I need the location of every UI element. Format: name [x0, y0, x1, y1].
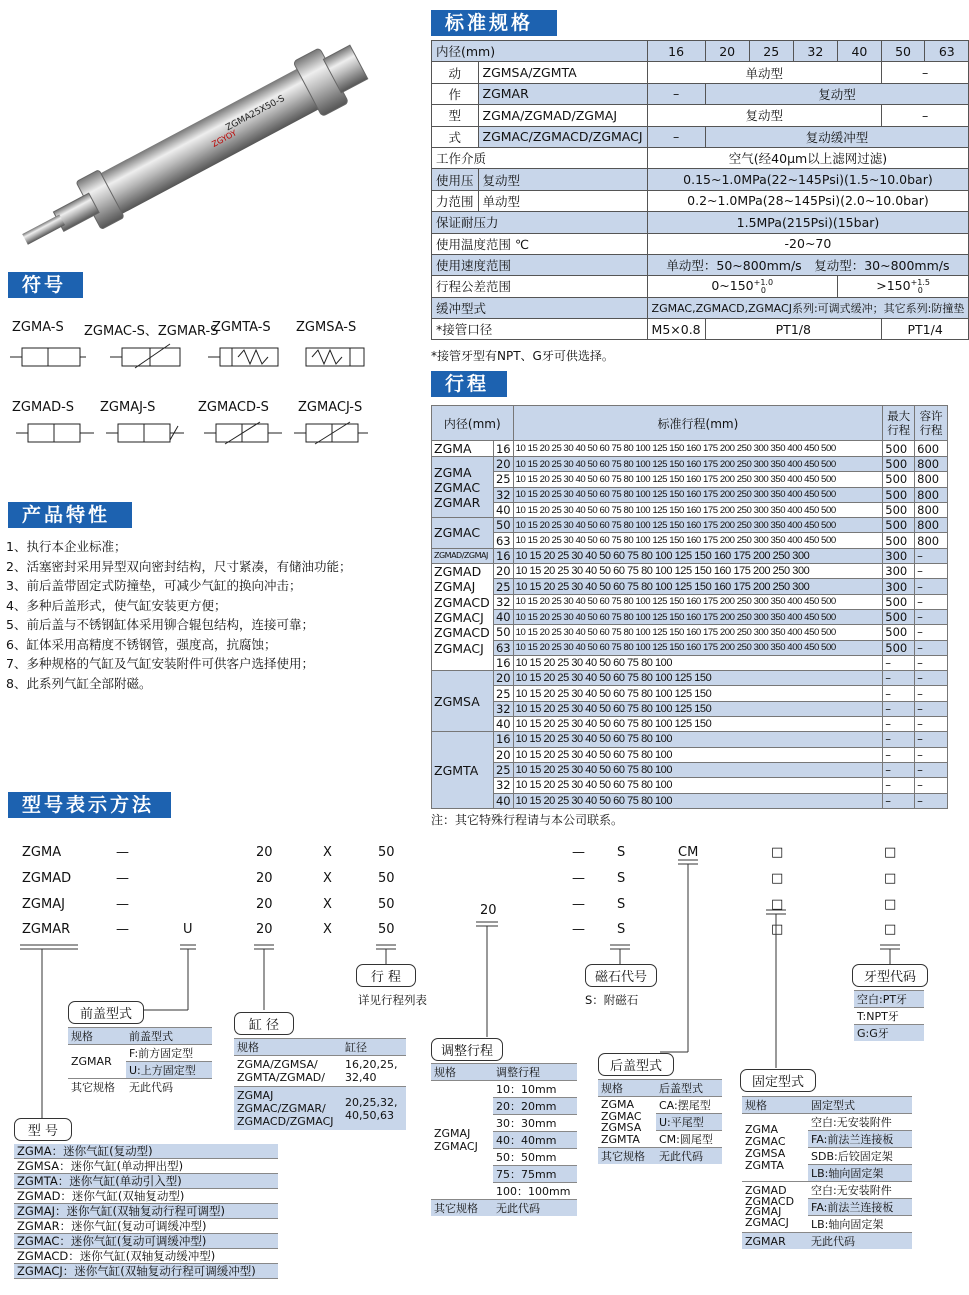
stroke-detail-note: 详见行程列表	[358, 993, 427, 1007]
spec-note: *接管牙型有NPT、G牙可供选择。	[431, 349, 614, 363]
magnet-note: S：附磁石	[585, 993, 639, 1007]
symbol-label-1: ZGMA-S	[12, 320, 64, 335]
symbol-label-4: ZGMSA-S	[296, 320, 357, 335]
rear-cover-table: 规格 后盖型式 ZGMA ZGMAC ZGMSA ZGMTA CA:摆尾型 U:平尾型 CM:圆尾型 其它规格 无此代码	[598, 1079, 722, 1164]
stroke-table: 内径(mm) 标准行程(mm) 最大 行程 容许 行程 ZGMA 16 10 15 20 25 30 40 50 60 75 80 100 125 150 160 175 200 250 300 350 400 450 500 500 600 ZGMA ZGMAC ZGMAR 20 10 15 20 25 30 40 50 60 75 80 100 125 150 160 175 200 250 300 350 400 450 500 500 800 25 10 15 20 25 30 40 50 60 75 80 100 125 150 160 175 200 250 300 350 400 450 500 500 800 32 10 15 20 25 30 40 50 60 75 80 100 125 150 160 175 200 250 300 350 400 450 500 500 800 40 10 15 20 25 30 40 50 60 75 80 100 125 150 160 175 200 250 300 350 400 450 500 500 800 ZGMAC 50 10 15 20 25 30 40 50 60 75 80 100 125 150 160 175 200 250 300 350 400 450 500 500 800 63 10 15 20 25 30 40 50 60 75 80 100 125 150 160 175 200 250 300 350 400 450 500 500 800 ZGMAD/ZGMAJ 16 10 15 20 25 30 40 50 60 75 80 100 125 150 160 175 200 250 300 300 – ZGMAD ZGMAJ ZGMACD ZGMACJ ZGMACD ZGMACJ 20 10 15 20 25 30 40 50 60 75 80 100 125 150 160 175 200 250 300 300 – 25 10 15 20 25 30 40 50 60 75 80 100 125 150 160 175 200 250 300 300 – 32 10 15 20 25 30 40 50 60 75 80 100 125 150 160 175 200 250 300 350 400 450 500 500 – 40 10 15 20 25 30 40 50 60 75 80 100 125 150 160 175 200 250 300 350 400 450 500 500 – 50 10 15 20 25 30 40 50 60 75 80 100 125 150 160 175 200 250 300 350 400 450 500 500 – 63 10 15 20 25 30 40 50 60 75 80 100 125 150 160 175 200 250 300 350 400 450 500 500 – 16 10 15 20 25 30 40 50 60 75 80 100 – – ZGMSA 20 10 15 20 25 30 40 50 60 75 80 100 125 150 – – 25 10 15 20 25 30 40 50 60 75 80 100 125 150 – – 32 10 15 20 25 30 40 50 60 75 80 100 125 150 – – 40 10 15 20 25 30 40 50 60 75 80 100 125 150 – – ZGMTA 16 10 15 20 25 30 40 50 60 75 80 100 – – 20 10 15 20 25 30 40 50 60 75 80 100 – – 25 10 15 20 25 30 40 50 60 75 80 100 – – 32 10 15 20 25 30 40 50 60 75 80 100 – – 40 10 15 20 25 30 40 50 60 75 80 100 – –	[431, 405, 948, 809]
symbol-label-7: ZGMACD-S	[198, 400, 269, 415]
magnet-box: 磁石代号	[585, 964, 657, 987]
fixing-table: 规格 固定型式 ZGMA ZGMAC ZGMSA ZGMTA 空白:无安装附件 FA:前法兰连接板 SDB:后铰固定架 LB:轴向固定架 ZGMAD ZGMACD ZGMAJ ZGMACJ 空白:无安装附件 FA:前法兰连接板 LB:轴向固定架 ZGMAR 无此代码	[742, 1096, 912, 1249]
section-feature: 产品特性	[8, 502, 132, 528]
feature-item: 5、前后盖与不锈钢缸体采用铆合辊包结构，连接可靠；	[6, 617, 314, 632]
spec-table: 内径(mm) 16 20 25 32 40 50 63 动 ZGMSA/ZGMTA 单动型 – 作 ZGMAR – 复动型 型 ZGMA/ZGMAD/ZGMAJ 复动型 – 式 ZGMAC/ZGMACD/ZGMACJ – 复动缓冲型 工作介质 空气(经40μm以上滤网过滤) 使用压 复动型 0.15~1.0MPa(22~145Psi)(1.5~10.0bar) 力范围 单动型 0.2~1.0MPa(28~145Psi)(2.0~10.0bar) 保证耐压力 1.5MPa(215Psi)(15bar) 使用温度范围 ℃ -20~70 使用速度范围 单动型：50~800mm/s 复动型：30~800mm/s 行程公差范围 0~150 +1.0 0 >150 +1.5 0 缓冲型式 ZGMAC,ZGMACD,ZGMACJ系列:可调式缓冲；其它系列:防撞垫 *接管口径 M5×0.8 PT1/8 PT1/4	[431, 40, 969, 340]
type-box: 型 号	[14, 1118, 72, 1141]
thread-table: 空白:PT牙 T:NPT牙 G:G牙	[854, 990, 924, 1041]
adjust-stroke-box: 调整行程	[431, 1038, 503, 1061]
symbol-label-6: ZGMAJ-S	[100, 400, 156, 415]
bore-table: 规格 缸径 ZGMA/ZGMSA/ ZGMTA/ZGMAD/ 16,20,25, 32,40 ZGMAJ ZGMAC/ZGMAR/ ZGMACD/ZGMACJ 20,25,32, 40,50,63	[234, 1038, 406, 1130]
bore-box: 缸 径	[234, 1012, 294, 1035]
symbol-label-3: ZGMTA-S	[212, 320, 271, 335]
feature-item: 2、活塞密封采用异型双向密封结构，尺寸紧凑，有储油功能；	[6, 558, 352, 574]
section-symbol: 符号	[8, 272, 83, 298]
adjust-stroke-table: 规格 调整行程 ZGMAJ ZGMACJ 10：10mm 20：20mm 30：30mm 40：40mm 50：50mm 75：75mm 100：100mm 其它规格 无此代码	[431, 1063, 577, 1216]
stroke-note: 注：其它特殊行程请与本公司联系。	[431, 813, 624, 827]
feature-item: 6、缸体采用高精度不锈钢管，强度高，抗腐蚀；	[6, 636, 277, 652]
fixing-box: 固定型式	[740, 1069, 816, 1092]
section-model: 型号表示方法	[8, 792, 171, 818]
feature-item: 3、前后盖带固定式防撞垫，可减少气缸的换向冲击；	[6, 578, 302, 593]
cylinder-symbols-diagram	[10, 340, 370, 450]
product-model: ZGMA25X50-S	[224, 93, 287, 134]
feature-item: 4、多种后盖形式，使气缸安装更方便；	[6, 597, 227, 613]
thread-box: 牙型代码	[852, 964, 928, 987]
symbol-label-8: ZGMACJ-S	[298, 400, 363, 415]
rear-cover-box: 后盖型式	[598, 1053, 674, 1076]
front-cover-box: 前盖型式	[68, 1001, 144, 1024]
stroke-box: 行 程	[356, 964, 416, 987]
feature-item: 7、多种规格的气缸及气缸安装附件可供客户选择使用；	[6, 656, 314, 671]
feature-item: 1、执行本企业标准；	[6, 539, 127, 554]
feature-item: 8、此系列气缸全部附磁。	[6, 675, 152, 691]
cylinder-product-image	[30, 40, 390, 240]
model-code: ZGMA	[22, 845, 62, 860]
section-stroke: 行程	[431, 371, 507, 397]
type-legend: ZGMA：迷你气缸(复动型) ZGMSA：迷你气缸(单动押出型) ZGMTA：迷你气缸(单动引入型) ZGMAD：迷你气缸(双轴复动型) ZGMAJ：迷你气缸(双轴复动行程可调型) ZGMAR：迷你气缸(复动可调缓冲型) ZGMAC：迷你气缸(复动可调缓冲型) ZGMACD：迷你气缸(双轴复动缓冲型) ZGMACJ：迷你气缸(双轴复动行程可调缓冲型)	[14, 1144, 278, 1279]
product-brand: ZGYOY	[210, 128, 239, 149]
symbol-label-2: ZGMAC-S、ZGMAR-S	[84, 324, 219, 339]
front-cover-table: 规格 前盖型式 ZGMAR F:前方固定型 U:上方固定型 其它规格 无此代码	[68, 1027, 212, 1095]
symbol-label-5: ZGMAD-S	[12, 400, 75, 415]
section-spec: 标准规格	[431, 10, 557, 36]
feature-list	[6, 537, 406, 693]
